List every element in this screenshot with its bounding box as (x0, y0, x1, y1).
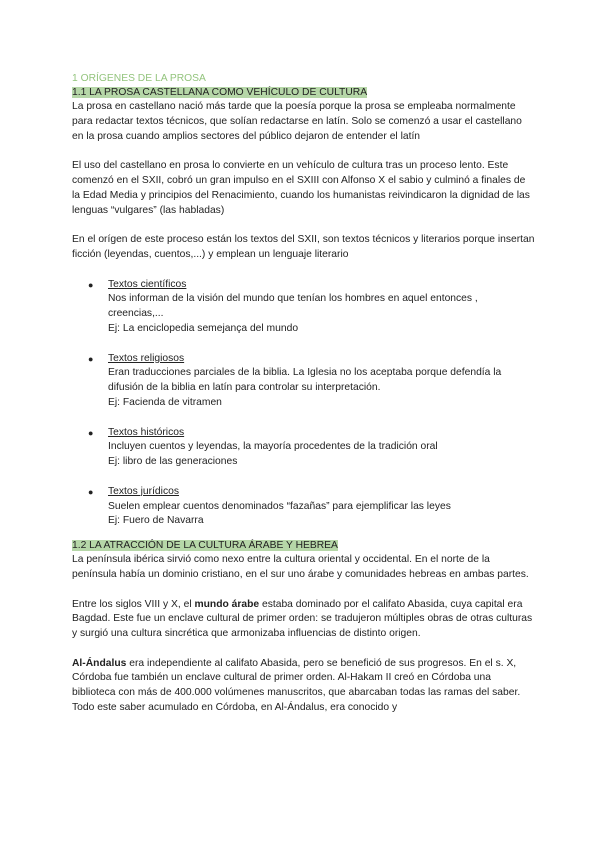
text-types-list (72, 278, 536, 530)
list-item-title: Textos religiosos (108, 352, 185, 364)
bold-al-andalus: Al-Ándalus (72, 657, 127, 669)
list-item-historicos (72, 426, 536, 470)
list-item-description: Incluyen cuentos y leyendas, la mayoría procedentes de la tradición oral (108, 441, 438, 453)
bullet-icon: ● (88, 427, 94, 438)
bullet-icon: ● (88, 279, 94, 290)
section-1-1-paragraph-3: En el orígen de este proceso están los textos del SXII, son textos técnicos y literarios porque insertan ficción (leyendas, cuentos,...) y emplean un lenguaje literario (72, 234, 535, 260)
bold-mundo-arabe: mundo árabe (194, 598, 260, 610)
paragraph-3-rest: era independiente al califato Abasida, pero se benefició de sus progresos. En el s. X, Córdoba fue también un enclave cultural de primer orden. Al-Hakam II creó en Córdoba una biblioteca con más de 400.000 volúmenes manuscritos, que abarcaban todas las ramas del saber. Todo este saber acumulado en Córdoba, en Al-Ándalus, era conocido y (72, 657, 521, 714)
list-item-example: Ej: La enciclopedia semejança del mundo (108, 322, 299, 334)
list-item-description: Nos informan de la visión del mundo que tenían los hombres en aquel entonces , creencias,... (108, 293, 478, 320)
paragraph-2-rest: estaba dominado por el califato Abasida, cuya capital era Bagdad. Este fue un enclave cultural de primer orden: se tradujeron múltiples obras de otras culturas y surgió una cultura sincrética que armonizaba influencias de distinto origen. (72, 598, 533, 640)
list-item-example: Ej: Facienda de vitramen (108, 396, 222, 408)
list-item-cientificos (72, 278, 536, 337)
section-1-1-paragraph-2: El uso del castellano en prosa lo convierte en un vehículo de cultura tras un proceso lento. Este comenzó en el SXII, cobró un gran impulso en el SXIII con Alfonso X el sabio y culminó a finales de la Edad Media y principios del Renacimiento, cuando los humanistas reivindicaron la dignidad de las lenguas “vulgares” (las habladas) (72, 160, 530, 216)
list-item-description: Eran traducciones parciales de la biblia. La Iglesia no los aceptaba porque defendía la difusión de la biblia en latín para controlar su interpretación. (108, 367, 502, 394)
bullet-icon: ● (88, 486, 94, 497)
section-1-1-title (72, 86, 536, 100)
heading-origenes-prosa: 1 ORÍGENES DE LA PROSA (72, 73, 206, 84)
list-item-example: Ej: libro de las generaciones (108, 456, 238, 468)
list-item-example: Ej: Fuero de Navarra (108, 515, 204, 527)
section-1-1-title-text: 1.1 LA PROSA CASTELLANA COMO VEHÍCULO DE CULTURA (72, 87, 368, 98)
bullet-icon: ● (88, 353, 94, 364)
section-1-2-title (72, 539, 536, 553)
section-1-2-paragraph-1: La península ibérica sirvió como nexo entre la cultura oriental y occidental. En el norte de la península había un dominio cristiano, en el sur uno árabe y comunidades hebreas en ambas partes. (72, 554, 529, 580)
section-1-2-paragraph-3 (72, 657, 536, 716)
list-item-title: Textos científicos (108, 278, 187, 290)
section-1-2-title-text: 1.2 LA ATRACCIÓN DE LA CULTURA ÁRABE Y HEBREA (72, 540, 338, 552)
list-item-juridicos (72, 485, 536, 529)
list-item-religiosos (72, 352, 536, 411)
section-1-2-paragraph-2 (72, 598, 536, 642)
paragraph-2-start: Entre los siglos VIII y X, el (72, 598, 195, 610)
list-item-description: Suelen emplear cuentos denominados “fazañas” para ejemplificar las leyes (108, 500, 451, 512)
list-item-title: Textos históricos (108, 426, 185, 438)
list-item-title: Textos jurídicos (108, 485, 179, 497)
section-1-1-paragraph-1: La prosa en castellano nació más tarde que la poesía porque la prosa se empleaba normalmente para redactar textos técnicos, que solían redactarse en latín. Solo se comenzó a usar el castellano en la prosa cuando amplios sectores del público dejaron de entender el latín (72, 101, 522, 142)
